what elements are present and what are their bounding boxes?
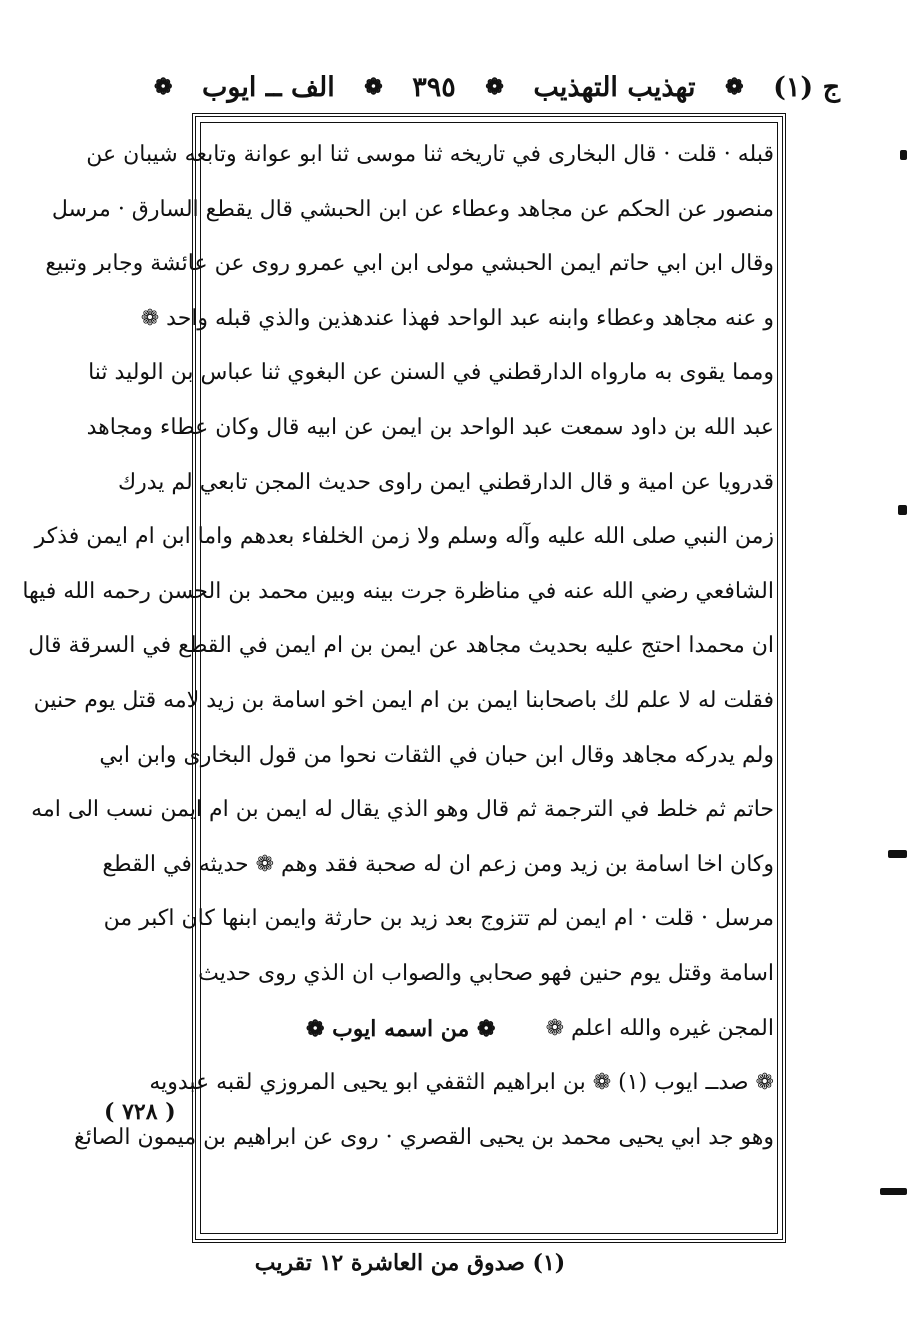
text-line: اسامة وقتل يوم حنين فهو صحابي والصواب ان الذي روى حديث [198,960,774,986]
entry-line: وهو جد ابي يحيى محمد بن يحيى القصري · روى عن ابراهيم بن ميمون الصائغ [74,1124,774,1150]
edge-mark [888,850,907,858]
text-line: ان محمدا احتج عليه بحديث مجاهد عن ايمن بن ام ايمن في القطع في السرقة قال [28,633,774,659]
text-line: حاتم ثم خلط في الترجمة ثم قال وهو الذي يقال له ايمن بن ام ايمن نسب الى امه [31,797,774,823]
edge-mark [898,505,907,515]
text-line: مرسل · قلت · ام ايمن لم تتزوج بعد زيد بن حارثة وايمن ابنها كان اكبر من [103,906,774,932]
text-line: وقال ابن ابي حاتم ايمن الحبشي مولى ابن ابي عمرو روى عن عائشة وجابر وتبيع [45,251,774,277]
entry-line: ❁ صدــ ايوب (١) ❁ بن ابراهيم الثقفي ابو يحيى المروزي لقبه عبدويه [149,1070,774,1096]
heading-row [206,1002,774,1057]
text-line: زمن النبي صلى الله عليه وآله وسلم ولا زمن الخلفاء بعدهم واما ابن ام ايمن فذكر [34,524,774,550]
text-line: و عنه مجاهد وعطاء وابنه عبد الواحد فهذا عندهذين والذي قبله واحد ❁ [140,305,774,331]
text-line: ومما يقوى به مارواه الدارقطني في السنن عن البغوي ثنا عباس بن الوليد ثنا [88,360,774,386]
running-header [150,62,840,112]
header-volume: ج (١) [773,71,840,103]
header-ornament: ❁ [485,74,504,100]
text-line: قدرويا عن امية و قال الدارقطني ايمن راوى حديث المجن تابعي لم يدرك [117,469,774,495]
text-line: ولم يدركه مجاهد وقال ابن حبان في الثقات نحوا من قول البخارى وابن ابي [99,742,774,768]
header-section: الف ــ ايوب [202,71,335,103]
text-line: المجن غيره والله اعلم ❁ [545,1015,774,1041]
header-page-number: ٣٩٥ [412,71,456,103]
text-line: قبله · قلت · قال البخارى في تاريخه ثنا موسى ثنا ابو عوانة وتابعه شيبان عن [86,142,774,167]
edge-mark [880,1188,907,1195]
section-heading: ❁ من اسمه ايوب ❁ [306,1015,496,1042]
header-ornament: ❁ [364,74,383,100]
text-line: عبد الله بن داود سمعت عبد الواحد بن ايمن عن ابيه قال وكان عطاء ومجاهد [86,414,774,440]
header-title: تهذيب التهذيب [533,71,696,103]
footnote: (١) صدوق من العاشرة ١٢ تقريب [254,1250,566,1276]
text-line: فقلت له لا علم لك باصحابنا ايمن بن ام ايمن اخو اسامة بن زيد لامه قتل يوم حنين [33,687,774,713]
text-line: وكان اخا اسامة بن زيد ومن زعم ان له صحبة فقد وهم ❁ حديثه في القطع [102,851,774,877]
entry-margin-number: ( ٧٢٨ ) [104,1099,176,1125]
text-line: الشافعي رضي الله عنه في مناظرة جرت بينه وبين محمد بن الحسن رحمه الله فيها [22,578,774,604]
header-ornament: ❁ [725,74,744,100]
header-ornament: ❁ [154,74,173,100]
edge-mark [900,150,907,160]
text-line: منصور عن الحكم عن مجاهد وعطاء عن ابن الحبشي قال يقطع السارق · مرسل [51,196,774,222]
